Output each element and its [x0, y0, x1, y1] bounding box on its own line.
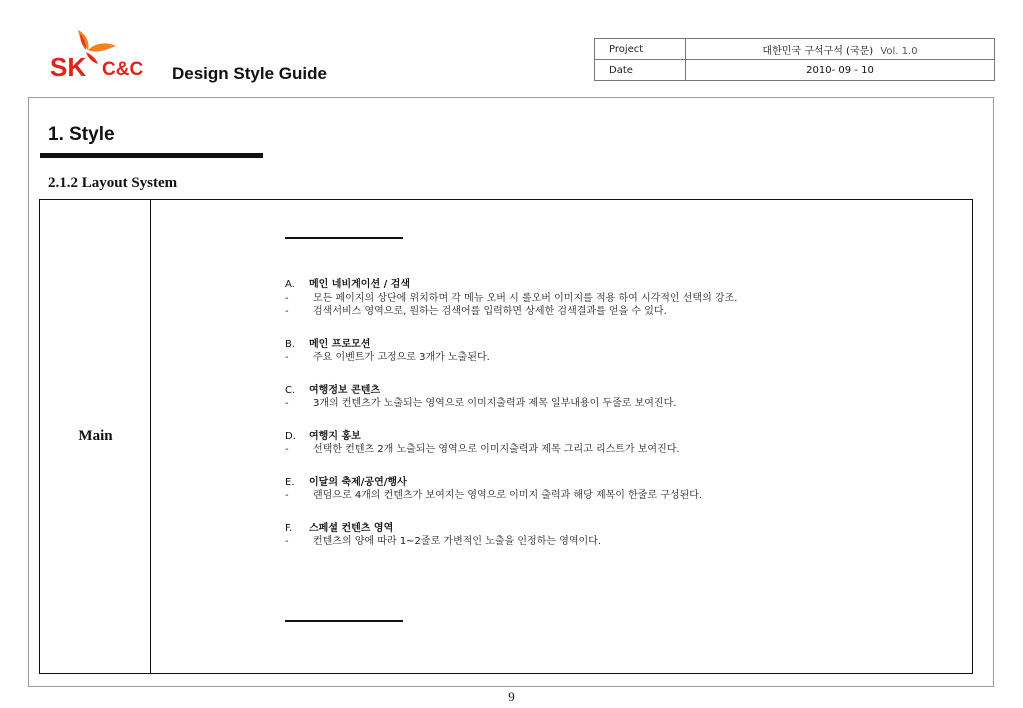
layout-item-heading — [285, 476, 945, 490]
layout-item-heading — [285, 278, 945, 292]
layout-item — [285, 476, 945, 503]
layout-item-title: 메인 네비게이션 / 검색 — [309, 279, 411, 290]
layout-item-description — [285, 397, 945, 411]
dash-bullet: - — [285, 306, 289, 317]
dash-bullet: - — [285, 444, 289, 455]
layout-item-description — [285, 443, 945, 457]
layout-item-title: 메인 프로모션 — [309, 338, 371, 350]
layout-item-description-text: 선택한 컨텐츠 2개 노출되는 영역으로 이미지출력과 제목 그리고 리스트가 보여진다. — [313, 444, 680, 455]
layout-item — [285, 522, 945, 549]
layout-label-cell — [40, 200, 151, 673]
layout-item — [285, 430, 945, 457]
layout-item-description — [285, 351, 945, 365]
layout-item-letter: B. — [285, 338, 296, 350]
dash-bullet: - — [285, 352, 289, 363]
layout-item-description — [285, 305, 945, 319]
layout-label: Main — [78, 428, 113, 444]
layout-item-letter: F. — [285, 522, 293, 534]
layout-item-description-text: 컨텐츠의 양에 따라 1~2줄로 가변적인 노출을 인정하는 영역이다. — [313, 536, 602, 547]
dash-bullet: - — [285, 398, 289, 409]
layout-item-description-text: 3개의 컨텐츠가 노출되는 영역으로 이미지출력과 제목 일부내용이 두줄로 보여진다. — [313, 398, 677, 409]
page-number: 9 — [508, 689, 515, 704]
logo-text-cc: C&C — [102, 59, 144, 80]
layout-item-letter: C. — [285, 384, 296, 396]
layout-item-letter: E. — [285, 476, 295, 488]
logo-text-sk: SK — [50, 52, 87, 82]
company-logo — [50, 28, 160, 88]
layout-item-description — [285, 535, 945, 549]
layout-item-letter: D. — [285, 430, 296, 442]
subsection-title: 2.1.2 Layout System — [48, 175, 178, 191]
layout-item-title: 이달의 축제/공연/행사 — [309, 476, 407, 488]
layout-item-heading — [285, 522, 945, 536]
meta-row-project — [595, 39, 995, 60]
layout-item — [285, 338, 945, 365]
layout-item-description-text: 검색서비스 영역으로, 원하는 검색어를 입력하면 상세한 검색결과를 얻을 수 있다. — [313, 306, 667, 317]
section-title: 1. Style — [48, 124, 115, 145]
document-title: Design Style Guide — [172, 64, 327, 83]
meta-row-date — [595, 60, 995, 81]
layout-item — [285, 278, 945, 319]
meta-value-version: Vol. 1.0 — [880, 45, 918, 57]
layout-item-description — [285, 489, 945, 503]
project-meta-table — [594, 38, 995, 81]
layout-items — [285, 278, 945, 568]
layout-item-heading — [285, 384, 945, 398]
meta-label-project: Project — [595, 39, 686, 60]
layout-table — [39, 199, 973, 674]
meta-label-date: Date — [595, 60, 686, 81]
dash-bullet: - — [285, 536, 289, 547]
layout-item-title: 여행지 홍보 — [309, 430, 361, 442]
layout-item-letter: A. — [285, 279, 295, 290]
layout-item-description-text: 모든 페이지의 상단에 위치하며 각 메뉴 오버 시 롤오버 이미지를 적용 하여 시각적인 선택의 강조. — [313, 292, 738, 304]
meta-value-project-text: 대한민국 구석구석 (국문) — [762, 45, 874, 57]
dash-bullet: - — [285, 292, 289, 304]
layout-item-heading — [285, 430, 945, 444]
layout-item-description-text: 랜덤으로 4개의 컨텐츠가 보여지는 영역으로 이미지 출력과 해당 제목이 한줄로 구성된다. — [313, 490, 703, 501]
dash-bullet: - — [285, 490, 289, 501]
layout-item-title: 스페셜 컨텐츠 영역 — [309, 522, 394, 534]
divider-top — [285, 237, 403, 239]
divider-bottom — [285, 620, 403, 622]
layout-item — [285, 384, 945, 411]
section-rule — [40, 153, 263, 158]
layout-item-description — [285, 292, 945, 306]
layout-item-title: 여행정보 콘텐츠 — [309, 384, 381, 396]
meta-value-project — [686, 39, 995, 60]
meta-value-date: 2010- 09 - 10 — [686, 60, 995, 81]
layout-item-heading — [285, 338, 945, 352]
layout-item-description-text: 주요 이벤트가 고정으로 3개가 노출된다. — [313, 352, 490, 363]
